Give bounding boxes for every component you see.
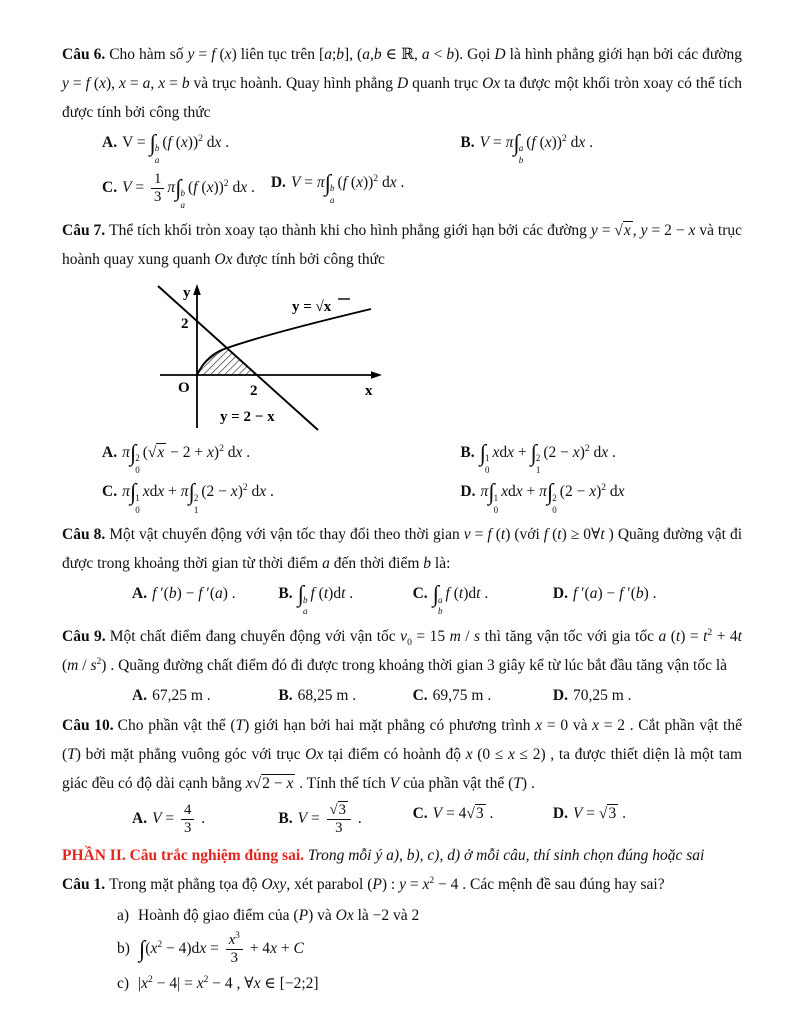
question-8-body: [62, 520, 742, 578]
option-9b-label: B.: [278, 687, 293, 705]
line-equation-label: y = 2 − x: [220, 408, 275, 425]
question-6-label: Câu 6.: [62, 46, 106, 63]
question-9-body: [62, 622, 742, 680]
statement-a: [62, 901, 742, 930]
question-9-label: Câu 9.: [62, 628, 106, 646]
option-8b-label: B.: [278, 585, 293, 603]
question-10: [62, 711, 742, 837]
y-axis-label: y: [183, 284, 191, 301]
statement-a-label: a): [117, 907, 130, 925]
option-8a-formula: f ′(b) − f ′(a) .: [152, 585, 236, 603]
question-10-text: Cho phần vật thể (T) giới hạn bởi hai mặt phẳng có phương trình x = 0 và x = 2 . Cắt phần vật thể (T) bởi mặt phẳng vuông góc với trục Ox tại điểm có hoành độ x (0 ≤ x ≤ 2) , ta được thiết diện là một tam giác đều có độ dài cạnh bằng x√2 − x . Tính thể tích V của phần vật thể (T) .: [62, 717, 743, 793]
option-7b-label: B.: [460, 443, 475, 461]
option-7d-label: D.: [460, 483, 476, 501]
question-10-body: [62, 711, 742, 798]
question-7: [62, 216, 742, 517]
question-7-options-row-1: [62, 441, 742, 477]
option-10b-label: B.: [278, 810, 293, 828]
option-8c-formula: ∫ a b f (t)dt .: [432, 581, 489, 617]
option-9c-label: C.: [412, 687, 428, 705]
part2-question-1-label: Câu 1.: [62, 876, 106, 894]
question-10-label: Câu 10.: [62, 717, 114, 735]
option-9a-label: A.: [132, 687, 148, 705]
option-6c-label: C.: [102, 178, 118, 196]
question-7-text: Thể tích khối tròn xoay tạo thành khi cho hình phẳng giới hạn bởi các đường y = √x , y = 2 − x và trục hoành quay xung quanh Ox được tính bởi công thức: [62, 221, 742, 268]
statement-b-text: $\int(x^2 - 4)dx$ = $\frac{x^3}{3}$ + 4x + C: [138, 930, 304, 967]
y-axis-arrow: [193, 284, 201, 295]
question-6-options-row-1: [62, 131, 742, 167]
option-6a: [102, 131, 460, 167]
statement-c-label: c): [117, 975, 130, 993]
option-8c: [413, 582, 553, 618]
part-2-heading-line: [62, 841, 742, 870]
part2-question-1-text: Trong mặt phẳng tọa độ Oxy, xét parabol (P) : $y = x^2 - 4$ . Các mệnh đề sau đúng hay sai?: [109, 875, 665, 894]
option-8d-formula: f ′(a) − f ′(b) .: [572, 585, 657, 603]
part-2-heading: PHẦN II. Câu trắc nghiệm đúng sai.: [62, 847, 304, 865]
option-9b-formula: 68,25 m .: [297, 687, 357, 705]
option-10a-formula: V = $\frac{4}{3}$ .: [152, 802, 206, 837]
option-6a-label: A.: [102, 134, 118, 151]
x-axis-arrow: [371, 371, 382, 379]
option-10c: [413, 802, 553, 837]
option-7d-formula: π∫ 1 0 xdx + π∫ 2 0 $(2 - x)^2$ dx: [480, 479, 625, 515]
option-8d: [553, 582, 742, 618]
option-9c-formula: 69,75 m .: [432, 687, 492, 705]
option-9a-formula: 67,25 m .: [152, 687, 211, 705]
option-6d-formula: V = π∫ b a (f (x))$^2$ dx .: [290, 170, 405, 205]
option-9d: [553, 684, 742, 707]
question-8-label: Câu 8.: [62, 526, 106, 544]
statement-b: [62, 932, 742, 967]
option-7a: [102, 441, 460, 477]
option-10d-formula: V = √3 .: [572, 805, 626, 823]
option-8a-label: A.: [132, 585, 148, 603]
option-6a-formula: V = ∫ b a (f (x))$^2$ dx .: [122, 130, 230, 166]
option-7b-formula: ∫ 1 0 xdx + ∫ 2 1 $(2 - x)^2$ dx .: [479, 440, 616, 475]
option-6b-formula: V = π∫ a b (f (x))$^2$ dx .: [479, 130, 594, 166]
option-7a-label: A.: [102, 443, 118, 461]
question-10-options: [62, 802, 742, 837]
option-9d-formula: 70,25 m .: [572, 687, 632, 705]
option-7d: [460, 480, 742, 516]
x-axis-label: x: [365, 382, 373, 399]
option-10d-label: D.: [552, 805, 568, 823]
option-6b-label: B.: [460, 134, 475, 151]
question-9: [62, 622, 742, 707]
option-6d: [271, 171, 405, 212]
x-tick-2: 2: [250, 382, 258, 399]
option-9a: [132, 684, 278, 707]
question-6-options-row-2: [62, 171, 742, 212]
statement-c: [62, 969, 742, 998]
question-8: [62, 520, 742, 618]
option-6d-label: D.: [270, 173, 286, 191]
option-6c: [102, 171, 255, 212]
option-10a: [132, 802, 278, 837]
question-6: [62, 40, 742, 212]
part2-question-1-body: [62, 870, 742, 899]
option-8d-label: D.: [552, 585, 568, 603]
part-2-note: Trong mỗi ý a), b), c), d) ở mỗi câu, thí sinh chọn đúng hoặc sai: [307, 847, 705, 865]
option-6b: [460, 131, 742, 167]
option-10d: [553, 802, 742, 837]
question-9-options: [62, 684, 742, 707]
question-7-label: Câu 7.: [62, 221, 106, 239]
y-tick-2: 2: [181, 315, 189, 332]
part2-question-1: [62, 870, 742, 998]
question-9-text: Một chất điểm đang chuyển động với vận tốc $v_0 = 15$ m / s thì tăng vận tốc với gia tốc a $(t) = t^2 + 4t$ $(m / s^2)$ . Quãng đường chất điểm đó đi được trong khoảng thời gian 3 giây kể từ lúc bắt đầu tăng vận tốc là: [62, 626, 742, 675]
option-7b: [460, 441, 742, 477]
statement-a-text: Hoành độ giao điểm của (P) và Ox là −2 và 2: [138, 907, 420, 925]
option-8c-label: C.: [412, 585, 428, 603]
statement-b-label: b): [117, 940, 130, 958]
option-8b-formula: ∫ b a f (t)dt .: [297, 581, 354, 617]
origin-label: O: [178, 379, 190, 396]
question-8-text: Một vật chuyển động với vận tốc thay đổi theo thời gian v = f (t) (với f (t) ≥ 0∀t ) Quãng đường vật đi được trong khoảng thời gian từ thời điểm a đến thời điểm b là:: [62, 526, 743, 573]
statement-c-text: $|x^2 - 4| = x^2 - 4$ , ∀x ∈ [−2;2]: [138, 973, 319, 993]
option-9b: [278, 684, 412, 707]
question-7-body: [62, 216, 742, 274]
option-7c: [102, 480, 460, 516]
curve-equation-label: y = √x: [292, 298, 332, 315]
option-7c-formula: π∫ 1 0 xdx + π∫ 2 1 $(2 - x)^2$ dx .: [122, 479, 274, 515]
question-6-body: [62, 40, 742, 127]
option-9c: [413, 684, 553, 707]
figure-svg: [142, 280, 402, 432]
option-10b: [278, 802, 412, 837]
question-8-options: [62, 582, 742, 618]
option-7c-label: C.: [102, 483, 118, 501]
option-8a: [132, 582, 278, 618]
option-10b-formula: V = $\frac{√3}{3}$ .: [297, 802, 362, 837]
option-10a-label: A.: [132, 810, 148, 828]
question-6-text: Cho hàm số y = f (x) liên tục trên [a;b], (a,b ∈ ℝ, a < b). Gọi D là hình phẳng giới hạn bởi các đường y = f (x), x = a, x = b và trục hoành. Quay hình phẳng D quanh trục Ox ta được một khối tròn xoay có thể tích được tính bởi công thức: [62, 46, 743, 121]
option-10c-label: C.: [412, 805, 428, 823]
question-7-options-row-2: [62, 480, 742, 516]
figure-region-plot: [142, 280, 742, 437]
option-7a-formula: π∫ 2 0 $(√x - 2 + x)^2$ dx .: [122, 440, 251, 475]
option-9d-label: D.: [552, 687, 568, 705]
option-6c-formula: V = $\frac{1}{3}$ π∫ b a (f (x))$^2$ dx .: [122, 170, 255, 210]
option-8b: [278, 582, 412, 618]
option-10c-formula: V = 4√3 .: [432, 805, 494, 823]
